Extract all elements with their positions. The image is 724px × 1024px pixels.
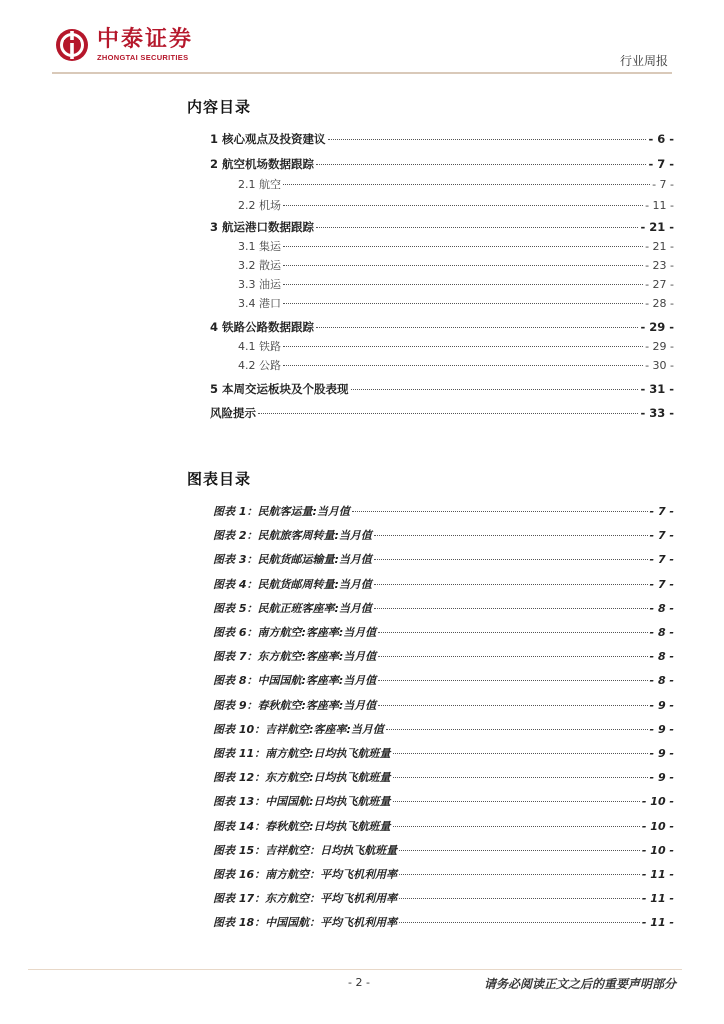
figure-item-page: - 11 - bbox=[641, 916, 674, 930]
dot-leader bbox=[283, 265, 643, 266]
toc-item-page: - 29 - bbox=[645, 340, 674, 353]
figure-item[interactable] bbox=[213, 890, 674, 906]
figure-item[interactable] bbox=[213, 672, 674, 688]
toc-item-page: - 11 - bbox=[645, 199, 674, 212]
toc-item-page: - 6 - bbox=[648, 132, 674, 146]
toc-item[interactable] bbox=[238, 295, 674, 311]
figure-item[interactable] bbox=[213, 721, 674, 737]
figure-item-page: - 10 - bbox=[641, 795, 674, 809]
figure-item-page: - 7 - bbox=[649, 529, 674, 543]
figure-item-label: 图表 15：吉祥航空：日均执飞航班量 bbox=[213, 843, 398, 857]
toc-item-label: 3.1 集运 bbox=[238, 240, 281, 253]
header-divider bbox=[52, 72, 672, 74]
toc-item-label: 3 航运港口数据跟踪 bbox=[210, 220, 315, 234]
figure-item-label: 图表 4：民航货邮周转量:当月值 bbox=[213, 577, 372, 591]
figure-item[interactable] bbox=[213, 576, 674, 592]
figure-item[interactable] bbox=[213, 818, 674, 834]
toc-item-label: 4 铁路公路数据跟踪 bbox=[210, 320, 315, 334]
dot-leader bbox=[316, 164, 646, 165]
brand-logo bbox=[55, 28, 193, 62]
figure-item-label: 图表 14：春秋航空:日均执飞航班量 bbox=[213, 819, 391, 833]
figure-item-page: - 8 - bbox=[649, 626, 674, 639]
brand-name-cn: 中泰证券 bbox=[97, 26, 194, 52]
figure-item-page: - 9 - bbox=[649, 747, 674, 760]
figure-item-label: 图表 3：民航货邮运输量:当月值 bbox=[213, 553, 372, 567]
figures-title: 图表目录 bbox=[187, 470, 252, 488]
dot-leader bbox=[374, 535, 648, 536]
dot-leader bbox=[378, 656, 647, 657]
figure-item[interactable] bbox=[213, 745, 674, 761]
figure-item-label: 图表 18：中国国航：平均飞机利用率 bbox=[213, 916, 398, 930]
figure-item[interactable] bbox=[213, 503, 674, 519]
dot-leader bbox=[393, 826, 640, 827]
dot-leader bbox=[283, 365, 643, 366]
dot-leader bbox=[378, 632, 647, 633]
toc-item[interactable] bbox=[210, 319, 674, 335]
dot-leader bbox=[399, 874, 640, 875]
dot-leader bbox=[283, 346, 643, 347]
toc-item-label: 4.2 公路 bbox=[238, 359, 281, 372]
dot-leader bbox=[374, 559, 648, 560]
figure-item-label: 图表 12：东方航空:日均执飞航班量 bbox=[213, 771, 391, 785]
toc-title: 内容目录 bbox=[187, 98, 252, 116]
dot-leader bbox=[393, 777, 648, 778]
figure-item-page: - 7 - bbox=[649, 577, 674, 591]
toc-item-label: 3.3 油运 bbox=[238, 278, 281, 291]
dot-leader bbox=[386, 729, 648, 730]
figure-item-page: - 9 - bbox=[649, 698, 674, 712]
figure-item[interactable] bbox=[213, 624, 674, 640]
dot-leader bbox=[378, 680, 647, 681]
toc-item[interactable] bbox=[210, 381, 674, 397]
toc-item-page: - 30 - bbox=[645, 359, 674, 372]
toc-item-label: 5 本周交运板块及个股表现 bbox=[210, 382, 349, 396]
dot-leader bbox=[393, 801, 640, 802]
figure-item[interactable] bbox=[213, 697, 674, 713]
toc-item[interactable] bbox=[238, 257, 674, 273]
figure-item-label: 图表 11：南方航空:日均执飞航班量 bbox=[213, 747, 391, 760]
toc-item-label: 4.1 铁路 bbox=[238, 340, 281, 353]
figure-item[interactable] bbox=[213, 842, 674, 858]
toc-item-page: - 28 - bbox=[645, 297, 674, 310]
dot-leader bbox=[352, 511, 648, 512]
dot-leader bbox=[316, 227, 638, 228]
dot-leader bbox=[374, 584, 648, 585]
figure-item-label: 图表 16：南方航空：平均飞机利用率 bbox=[213, 868, 398, 881]
figure-item[interactable] bbox=[213, 600, 674, 616]
figure-item[interactable] bbox=[213, 914, 674, 930]
figure-item-label: 图表 5：民航正班客座率:当月值 bbox=[213, 601, 372, 615]
dot-leader bbox=[283, 184, 650, 185]
figure-item-page: - 9 - bbox=[649, 771, 674, 785]
brand-name-en: ZHONGTAI SECURITIES bbox=[97, 52, 189, 62]
toc-item-page: - 23 - bbox=[645, 259, 674, 272]
toc-item[interactable] bbox=[210, 405, 674, 421]
toc-item-page: - 21 - bbox=[640, 220, 674, 234]
dot-leader bbox=[393, 753, 648, 754]
dot-leader bbox=[374, 608, 648, 609]
dot-leader bbox=[258, 413, 638, 414]
figure-item-label: 图表 1：民航客运量:当月值 bbox=[213, 505, 350, 518]
dot-leader bbox=[399, 850, 640, 851]
toc-item-page: - 29 - bbox=[640, 320, 674, 334]
figure-item[interactable] bbox=[213, 648, 674, 664]
figure-item-label: 图表 17：东方航空：平均飞机利用率 bbox=[213, 892, 398, 906]
figure-item-page: - 11 - bbox=[641, 868, 674, 881]
toc-item-label: 2.2 机场 bbox=[238, 199, 281, 212]
dot-leader bbox=[283, 284, 643, 285]
toc-item-label: 3.4 港口 bbox=[238, 297, 281, 310]
dot-leader bbox=[328, 139, 647, 140]
footer-divider bbox=[28, 969, 682, 970]
toc-item-label: 1 核心观点及投资建议 bbox=[210, 132, 326, 146]
figure-item-page: - 8 - bbox=[649, 674, 674, 688]
figure-item-label: 图表 13：中国国航:日均执飞航班量 bbox=[213, 795, 391, 809]
toc-item-page: - 7 - bbox=[648, 157, 674, 171]
figure-item-label: 图表 2：民航旅客周转量:当月值 bbox=[213, 529, 372, 543]
footer-disclaimer: 请务必阅读正文之后的重要声明部分 bbox=[483, 977, 676, 991]
toc-item-page: - 21 - bbox=[645, 240, 674, 253]
figure-item-label: 图表 8：中国国航:客座率:当月值 bbox=[213, 674, 377, 688]
toc-item[interactable] bbox=[238, 197, 674, 213]
figure-item-label: 图表 9：春秋航空:客座率:当月值 bbox=[213, 698, 377, 712]
toc-item-page: - 31 - bbox=[640, 382, 674, 396]
figure-item[interactable] bbox=[213, 527, 674, 543]
toc-item[interactable] bbox=[238, 338, 674, 354]
dot-leader bbox=[351, 389, 639, 390]
toc-item[interactable] bbox=[210, 219, 674, 235]
report-type-label: 行业周报 bbox=[619, 54, 668, 68]
figure-item-label: 图表 10：吉祥航空:客座率:当月值 bbox=[213, 722, 384, 736]
figure-item-page: - 11 - bbox=[641, 892, 674, 906]
toc-item[interactable] bbox=[238, 357, 674, 373]
figure-item-page: - 9 - bbox=[649, 722, 674, 736]
toc-item-label: 2 航空机场数据跟踪 bbox=[210, 157, 315, 171]
figure-item-page: - 7 - bbox=[649, 505, 674, 518]
figure-item-label: 图表 7：东方航空:客座率:当月值 bbox=[213, 650, 377, 664]
toc-item[interactable] bbox=[238, 238, 674, 254]
toc-item-label: 2.1 航空 bbox=[238, 178, 281, 191]
toc-item-label: 3.2 散运 bbox=[238, 259, 281, 272]
toc-item[interactable] bbox=[210, 131, 674, 147]
figure-item[interactable] bbox=[213, 769, 674, 785]
toc-item[interactable] bbox=[238, 176, 674, 192]
toc-item-page: - 27 - bbox=[645, 278, 674, 291]
dot-leader bbox=[283, 303, 643, 304]
figure-item-page: - 10 - bbox=[641, 843, 674, 857]
dot-leader bbox=[283, 246, 643, 247]
dot-leader bbox=[316, 327, 638, 328]
page-header bbox=[0, 0, 724, 80]
zhongtai-logo-icon bbox=[55, 28, 89, 62]
figure-item-page: - 10 - bbox=[641, 819, 674, 833]
figure-item[interactable] bbox=[213, 793, 674, 809]
toc-item-page: - 7 - bbox=[652, 178, 674, 191]
figure-item-page: - 7 - bbox=[649, 553, 674, 567]
toc-item[interactable] bbox=[210, 156, 674, 172]
figure-item-page: - 8 - bbox=[649, 601, 674, 615]
dot-leader bbox=[378, 705, 647, 706]
figure-item[interactable] bbox=[213, 866, 674, 882]
dot-leader bbox=[399, 898, 640, 899]
dot-leader bbox=[283, 205, 643, 206]
figure-item-label: 图表 6：南方航空:客座率:当月值 bbox=[213, 626, 377, 639]
footer-page-number: - 2 - bbox=[348, 976, 370, 989]
toc-item-label: 风险提示 bbox=[210, 406, 256, 420]
figure-item-page: - 8 - bbox=[649, 650, 674, 664]
toc-item[interactable] bbox=[238, 276, 674, 292]
toc-item-page: - 33 - bbox=[640, 406, 674, 420]
figure-item[interactable] bbox=[213, 551, 674, 567]
dot-leader bbox=[399, 922, 640, 923]
